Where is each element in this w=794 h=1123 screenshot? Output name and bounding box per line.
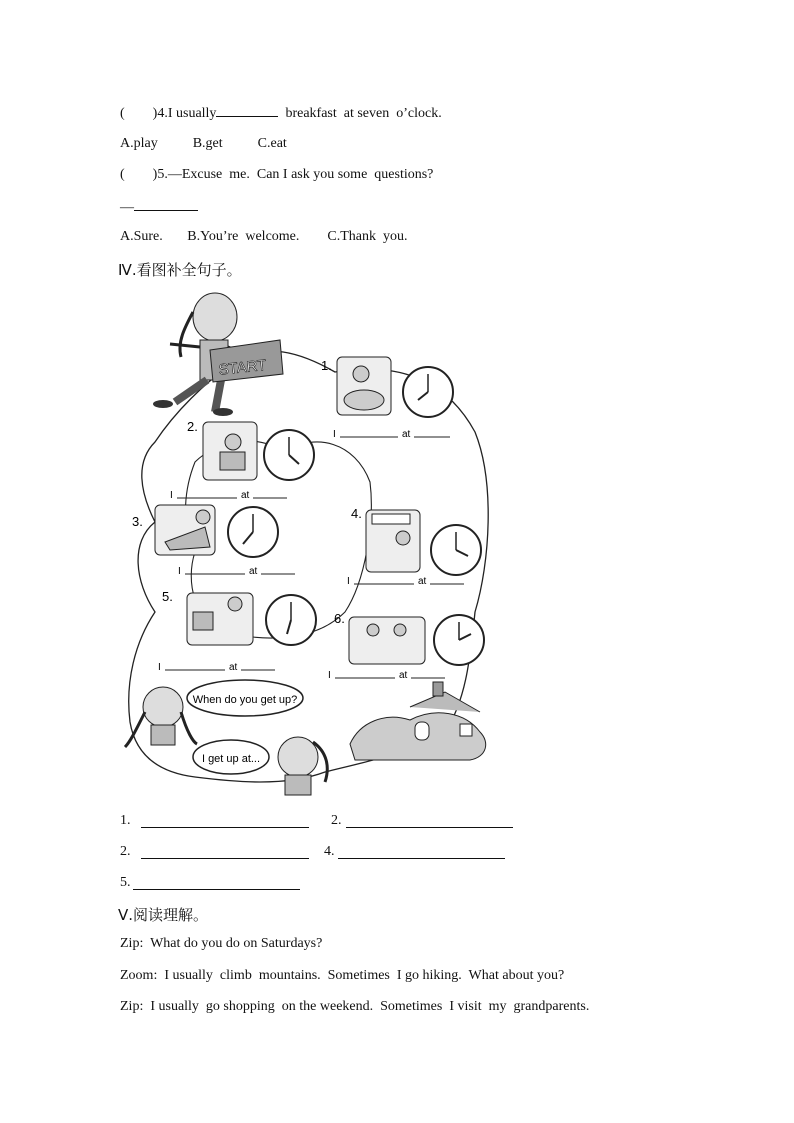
- answer-line[interactable]: [141, 827, 309, 828]
- speech-bubble-answer: [193, 740, 269, 774]
- question-5: [120, 167, 433, 183]
- answer-line[interactable]: [346, 827, 513, 828]
- girl-answering-illustration: [278, 737, 327, 795]
- item-number-6: 6.: [334, 611, 345, 626]
- clock-1: [403, 367, 453, 417]
- sentence-3-mid: at: [249, 566, 258, 577]
- sentence-1-start: I: [333, 429, 336, 440]
- sentence-4-mid: at: [418, 576, 427, 587]
- sentence-4-start: I: [347, 576, 350, 587]
- item-number-5: 5.: [162, 589, 173, 604]
- clock-6: [434, 615, 484, 665]
- sentence-1-mid: at: [402, 429, 411, 440]
- item-number-1: 1.: [321, 358, 332, 373]
- speech-bubble-question: [187, 680, 303, 716]
- answer-label: 5.: [120, 875, 131, 890]
- answer-blank[interactable]: [134, 198, 198, 211]
- section-5-title: Ⅴ.阅读理解。: [118, 906, 209, 924]
- sentence-2-start: I: [170, 490, 173, 501]
- picture-puzzle: [115, 282, 510, 802]
- question-5-text: 5.—Excuse me. Can I ask you some questions?: [157, 167, 434, 182]
- clock-3: [228, 507, 278, 557]
- clock-4: [431, 525, 481, 575]
- answer-label: 2.: [331, 813, 342, 828]
- sentence-5-mid: at: [229, 662, 238, 673]
- girl-asking-illustration: [125, 687, 197, 747]
- question-5-options: A.Sure. B.You’re welcome. C.Thank you.: [120, 229, 408, 244]
- scene-6-image: [349, 617, 425, 664]
- question-4-text-after: breakfast at seven o’clock.: [278, 106, 442, 121]
- question-5-reply: [120, 198, 198, 216]
- dialog-line: Zoom: I usually climb mountains. Sometimes I go hiking. What about you?: [120, 968, 565, 983]
- sentence-3-start: I: [178, 566, 181, 577]
- dash: —: [120, 200, 134, 215]
- answer-paren: ( ): [120, 106, 158, 121]
- bubble-answer-text: I get up at...: [201, 753, 261, 765]
- item-number-3: 3.: [132, 514, 143, 529]
- scene-2-image: [203, 422, 257, 480]
- sentence-5-start: I: [158, 662, 161, 673]
- sentence-6-mid: at: [399, 670, 408, 681]
- item-number-4: 4.: [351, 506, 362, 521]
- answer-label: 1.: [120, 813, 131, 828]
- item-number-2: 2.: [187, 419, 198, 434]
- answer-line[interactable]: [133, 889, 300, 890]
- dialog-line: Zip: What do you do on Saturdays?: [120, 936, 323, 951]
- answer-blank[interactable]: [216, 104, 278, 117]
- clock-5: [266, 595, 316, 645]
- sentence-2-mid: at: [241, 490, 250, 501]
- answer-label: 2.: [120, 844, 131, 859]
- clock-2: [264, 430, 314, 480]
- answer-label: 4.: [324, 844, 335, 859]
- bubble-question-text: When do you get up?: [192, 694, 298, 706]
- question-4: [120, 104, 442, 122]
- section-4-title: Ⅳ.看图补全句子。: [118, 261, 242, 279]
- start-label: START: [217, 356, 268, 379]
- question-4-options: A.play B.get C.eat: [120, 136, 287, 151]
- answer-line[interactable]: [338, 858, 505, 859]
- question-4-text: 4.I usually: [157, 106, 217, 121]
- answer-paren: ( ): [120, 167, 158, 182]
- sentence-6-start: I: [328, 670, 331, 681]
- house-illustration: [350, 682, 486, 760]
- answer-line[interactable]: [141, 858, 309, 859]
- dialog-line: Zip: I usually go shopping on the weekend. Sometimes I visit my grandparents.: [120, 999, 590, 1014]
